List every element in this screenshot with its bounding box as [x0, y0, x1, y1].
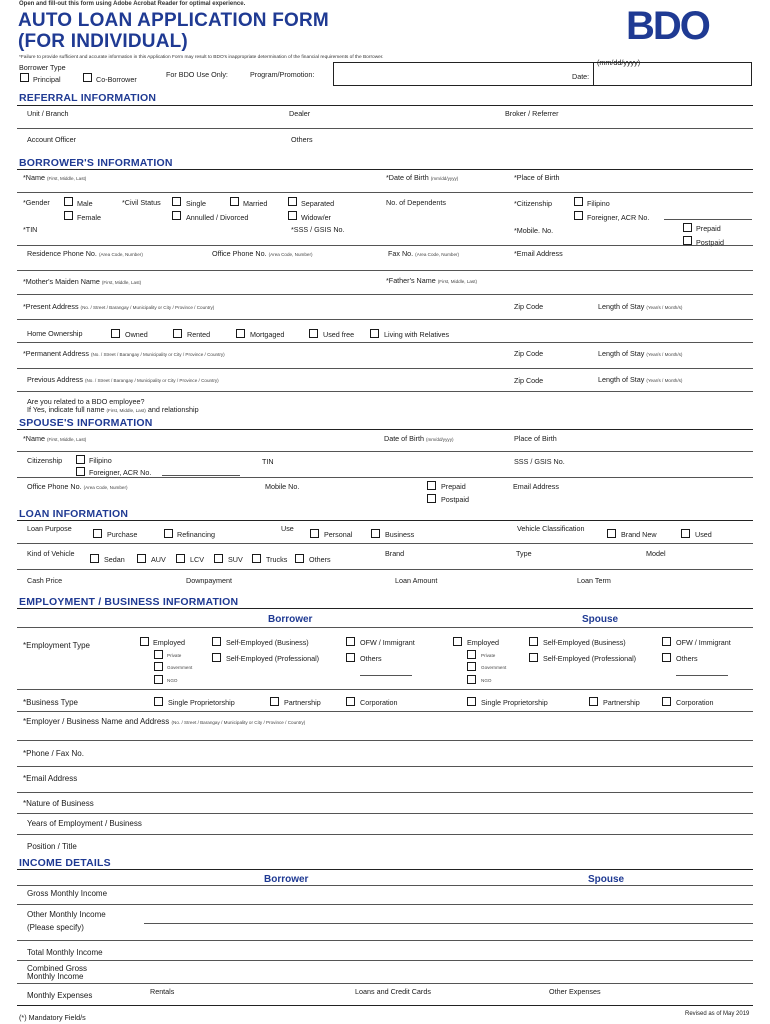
spouse-name-text: *Name: [23, 434, 45, 443]
used-label: Used: [695, 530, 712, 539]
citizenship-label: *Citizenship: [514, 199, 552, 208]
s-selfbus-label: Self-Employed (Business): [543, 638, 626, 647]
rentals-label: Rentals: [150, 987, 175, 996]
refinancing-label: Refinancing: [177, 530, 215, 539]
male-checkbox[interactable]: [64, 197, 73, 206]
co-borrower-label: Co-Borrower: [96, 75, 137, 84]
res-phone-text: Residence Phone No.: [27, 249, 97, 258]
used-free-label: Used free: [323, 330, 355, 339]
fax-label: [388, 249, 459, 258]
s-ngo-label: NGO: [481, 678, 492, 683]
civil-status-label: *Civil Status: [122, 198, 161, 207]
mortgaged-checkbox[interactable]: [236, 329, 245, 338]
spouse-postpaid-label: Postpaid: [441, 495, 469, 504]
single-label: Single: [186, 199, 206, 208]
prepaid-checkbox[interactable]: [683, 223, 692, 232]
mother-text: *Mother's Maiden Name: [23, 277, 100, 286]
b-ngo-label: NGO: [167, 678, 178, 683]
owned-label: Owned: [125, 330, 148, 339]
zip-label-2: Zip Code: [514, 349, 544, 358]
foreigner-label: Foreigner, ACR No.: [587, 213, 650, 222]
years-employment-label: Years of Employment / Business: [27, 819, 142, 828]
auv-checkbox[interactable]: [137, 554, 146, 563]
present-address-text: *Present Address: [23, 302, 79, 311]
co-borrower-checkbox[interactable]: [83, 73, 92, 82]
separated-label: Separated: [301, 199, 335, 208]
relatives-checkbox[interactable]: [370, 329, 379, 338]
emp-spouse-heading: Spouse: [582, 614, 619, 625]
widower-checkbox[interactable]: [288, 211, 297, 220]
dob-text: *Date of Birth: [386, 173, 429, 182]
related-question: Are you related to a BDO employee?: [27, 397, 145, 406]
downpayment-label: Downpayment: [186, 576, 232, 585]
emp-type-label: *Employment Type: [23, 641, 90, 650]
lcv-checkbox[interactable]: [176, 554, 185, 563]
b-others-label: Others: [360, 654, 382, 663]
loan-amount-label: Loan Amount: [395, 576, 438, 585]
bdo-use-label: For BDO Use Only:: [166, 70, 228, 79]
purchase-checkbox[interactable]: [93, 529, 102, 538]
spouse-dob-text: Date of Birth: [384, 434, 424, 443]
business-checkbox[interactable]: [371, 529, 380, 538]
income-section-title: INCOME DETAILS: [19, 857, 111, 869]
gender-label: *Gender: [23, 198, 50, 207]
spouse-name-hint: (First, Middle, Last): [46, 437, 87, 442]
b-government-checkbox[interactable]: [154, 662, 163, 671]
stay-hint-1: (Year/s / Month/s): [646, 305, 683, 310]
s-partnership-checkbox[interactable]: [589, 697, 598, 706]
office-phone-hint: (Area Code, Number): [268, 252, 313, 257]
email-label: *Email Address: [514, 249, 563, 258]
rented-checkbox[interactable]: [173, 329, 182, 338]
related-hint: (First, Middle, Last): [106, 408, 146, 413]
others-label: Others: [291, 135, 313, 144]
kind-vehicle-label: Kind of Vehicle: [27, 549, 75, 558]
stay-text-1: Length of Stay: [598, 302, 645, 311]
suv-label: SUV: [228, 555, 243, 564]
s-ofw-label: OFW / Immigrant: [676, 638, 731, 647]
s-sole-label: Single Proprietorship: [481, 698, 548, 707]
spouse-mobile-label: Mobile No.: [265, 482, 300, 491]
married-checkbox[interactable]: [230, 197, 239, 206]
account-officer-label: Account Officer: [27, 135, 77, 144]
related-text: If Yes, indicate full name: [27, 405, 105, 414]
sedan-checkbox[interactable]: [90, 554, 99, 563]
lcv-label: LCV: [190, 555, 204, 564]
referral-section-title: REFERRAL INFORMATION: [19, 92, 157, 104]
spouse-office-phone-label: [27, 482, 128, 491]
fax-hint: (Area Code, Number): [415, 252, 460, 257]
trucks-checkbox[interactable]: [252, 554, 261, 563]
form-title-line2: (FOR INDIVIDUAL): [18, 31, 188, 52]
position-title-label: Position / Title: [27, 842, 77, 851]
previous-address-hint: (No. / Street / Barangay / Municipality or City / Province / Country): [84, 378, 219, 383]
owned-checkbox[interactable]: [111, 329, 120, 338]
b-private-checkbox[interactable]: [154, 650, 163, 659]
employer-hint: (No. / Street / Barangay / Municipality or City / Province / Country): [171, 720, 306, 725]
b-selfbus-checkbox[interactable]: [212, 637, 221, 646]
employer-label: [23, 717, 305, 726]
s-corporation-checkbox[interactable]: [662, 697, 671, 706]
brand-new-checkbox[interactable]: [607, 529, 616, 538]
personal-checkbox[interactable]: [310, 529, 319, 538]
disclaimer: *Failure to provide sufficient and accurate information in this Application Form may result to BDO's inappropriate determination of the financial requirements of the Borrower.: [19, 55, 384, 60]
emp-email-label: *Email Address: [23, 774, 78, 783]
spouse-foreigner-checkbox[interactable]: [76, 467, 85, 476]
father-text: *Father's Name: [386, 276, 436, 285]
stay-hint-3: (Year/s / Month/s): [646, 378, 683, 383]
annulled-checkbox[interactable]: [172, 211, 181, 220]
postpaid-checkbox[interactable]: [683, 236, 692, 245]
s-sole-checkbox[interactable]: [467, 697, 476, 706]
logo-text: BDO: [626, 4, 709, 48]
auv-label: AUV: [151, 555, 166, 564]
single-checkbox[interactable]: [172, 197, 181, 206]
mandatory-note: (*) Mandatory Field/s: [19, 1013, 86, 1022]
b-others-checkbox[interactable]: [346, 653, 355, 662]
s-selfprof-label: Self-Employed (Professional): [543, 654, 637, 663]
type-label: Type: [516, 549, 532, 558]
s-ngo-checkbox[interactable]: [467, 675, 476, 684]
spouse-sss-label: SSS / GSIS No.: [514, 457, 565, 466]
trucks-label: Trucks: [266, 555, 288, 564]
home-ownership-label: Home Ownership: [27, 329, 83, 338]
top-note: Open and fill-out this form using Adobe Acrobat Reader for optimal experience.: [19, 1, 246, 7]
rented-label: Rented: [187, 330, 211, 339]
b-corporation-checkbox[interactable]: [346, 697, 355, 706]
emp-borrower-heading: Borrower: [268, 614, 313, 625]
spouse-dob-hint: (mm/dd/yyyy): [425, 437, 454, 442]
suv-checkbox[interactable]: [214, 554, 223, 563]
related-text-b: and relationship: [147, 405, 199, 414]
please-specify-label: (Please specify): [27, 923, 84, 932]
mortgaged-label: Mortgaged: [250, 330, 285, 339]
bus-type-label: *Business Type: [23, 698, 78, 707]
b-ofw-label: OFW / Immigrant: [360, 638, 415, 647]
mobile-label: *Mobile. No.: [514, 226, 554, 235]
s-employed-checkbox[interactable]: [453, 637, 462, 646]
brand-new-label: Brand New: [621, 530, 657, 539]
sedan-label: Sedan: [104, 555, 125, 564]
foreigner-checkbox[interactable]: [574, 211, 583, 220]
female-label: Female: [77, 213, 101, 222]
used-free-checkbox[interactable]: [309, 329, 318, 338]
spouse-filipino-label: Filipino: [89, 456, 112, 465]
res-phone-hint: (Area Code, Number): [98, 252, 143, 257]
spouse-prepaid-label: Prepaid: [441, 482, 466, 491]
s-partnership-label: Partnership: [603, 698, 640, 707]
program-label: Program/Promotion:: [250, 70, 315, 79]
b-partnership-label: Partnership: [284, 698, 321, 707]
other-expenses-label: Other Expenses: [549, 987, 601, 996]
phone-fax-label: *Phone / Fax No.: [23, 749, 84, 758]
stay-text-3: Length of Stay: [598, 375, 645, 384]
principal-checkbox[interactable]: [20, 73, 29, 82]
nature-business-label: *Nature of Business: [23, 799, 94, 808]
mother-label: [23, 277, 141, 286]
loan-section-title: LOAN INFORMATION: [19, 508, 129, 520]
s-government-checkbox[interactable]: [467, 662, 476, 671]
s-others-checkbox[interactable]: [662, 653, 671, 662]
unit-branch-label: Unit / Branch: [27, 109, 69, 118]
spouse-citizenship-label: Citizenship: [27, 456, 63, 465]
separated-checkbox[interactable]: [288, 197, 297, 206]
spouse-pob-label: Place of Birth: [514, 434, 557, 443]
annulled-label: Annulled / Divorced: [186, 213, 249, 222]
spouse-dob-label: [384, 434, 454, 443]
fax-text: Fax No.: [388, 249, 414, 258]
principal-label: Principal: [33, 75, 61, 84]
name-label: [23, 173, 86, 182]
s-corporation-label: Corporation: [676, 698, 714, 707]
pob-label: *Place of Birth: [514, 173, 560, 182]
s-employed-label: Employed: [467, 638, 499, 647]
s-others-label: Others: [676, 654, 698, 663]
stay-label-1: [598, 302, 682, 311]
name-text: *Name: [23, 173, 45, 182]
zip-label-3: Zip Code: [514, 376, 544, 385]
loans-credit-label: Loans and Credit Cards: [355, 987, 431, 996]
borrower-type-label: Borrower Type: [19, 63, 66, 72]
revised-note: Revised as of May 2019: [685, 1011, 750, 1017]
spouse-postpaid-checkbox[interactable]: [427, 494, 436, 503]
employment-section-title: EMPLOYMENT / BUSINESS INFORMATION: [19, 596, 239, 608]
dependents-label: No. of Dependents: [386, 198, 446, 207]
postpaid-label: Postpaid: [696, 238, 724, 247]
s-private-checkbox[interactable]: [467, 650, 476, 659]
b-sole-checkbox[interactable]: [154, 697, 163, 706]
b-selfprof-label: Self-Employed (Professional): [226, 654, 320, 663]
employer-text: *Employer / Business Name and Address: [23, 717, 170, 726]
permanent-address-hint: (No. / Street / Barangay / Municipality or City / Province / Country): [90, 352, 225, 357]
dob-label: [386, 173, 458, 182]
spouse-filipino-checkbox[interactable]: [76, 455, 85, 464]
b-selfbus-label: Self-Employed (Business): [226, 638, 309, 647]
b-government-label: Government: [167, 665, 193, 670]
bdo-logo: [626, 4, 709, 49]
s-government-label: Government: [481, 665, 507, 670]
stay-hint-2: (Year/s / Month/s): [646, 352, 683, 357]
mother-hint: (First, Middle, Last): [101, 280, 142, 285]
use-label: Use: [281, 524, 294, 533]
combined-label-2: Monthly Income: [27, 972, 84, 981]
zip-label-1: Zip Code: [514, 302, 544, 311]
monthly-expenses-label: Monthly Expenses: [27, 991, 93, 1000]
dealer-label: Dealer: [289, 109, 311, 118]
stay-label-2: [598, 349, 682, 358]
present-address-label: [23, 302, 214, 311]
date-label: Date:: [572, 72, 590, 81]
spouse-email-label: Email Address: [513, 482, 559, 491]
classification-label: Vehicle Classification: [517, 524, 585, 533]
b-private-label: Private: [167, 653, 182, 658]
s-selfbus-checkbox[interactable]: [529, 637, 538, 646]
relatives-label: Living with Relatives: [384, 330, 450, 339]
loan-purpose-label: Loan Purpose: [27, 524, 72, 533]
spouse-tin-label: TIN: [262, 457, 274, 466]
s-ofw-checkbox[interactable]: [662, 637, 671, 646]
b-employed-checkbox[interactable]: [140, 637, 149, 646]
b-employed-label: Employed: [153, 638, 185, 647]
filipino-checkbox[interactable]: [574, 197, 583, 206]
income-borrower-heading: Borrower: [264, 874, 309, 885]
spouse-office-phone-text: Office Phone No.: [27, 482, 82, 491]
b-partnership-checkbox[interactable]: [270, 697, 279, 706]
stay-text-2: Length of Stay: [598, 349, 645, 358]
broker-label: Broker / Referrer: [505, 109, 559, 118]
spouse-prepaid-checkbox[interactable]: [427, 481, 436, 490]
present-address-hint: (No. / Street / Barangay / Municipality or City / Province / Country): [80, 305, 215, 310]
res-phone-label: [27, 249, 143, 258]
father-label: [386, 276, 477, 285]
business-label: Business: [385, 530, 415, 539]
used-checkbox[interactable]: [681, 529, 690, 538]
other-income-label: Other Monthly Income: [27, 910, 106, 919]
permanent-address-text: *Permanent Address: [23, 349, 89, 358]
related-instruction: [27, 405, 199, 414]
spouse-foreigner-label: Foreigner, ACR No.: [89, 468, 152, 477]
gross-income-label: Gross Monthly Income: [27, 889, 108, 898]
brand-label: Brand: [385, 549, 405, 558]
married-label: Married: [243, 199, 268, 208]
b-ngo-checkbox[interactable]: [154, 675, 163, 684]
dob-hint: (mm/dd/yyyy): [430, 176, 459, 181]
purchase-label: Purchase: [107, 530, 138, 539]
b-selfprof-checkbox[interactable]: [212, 653, 221, 662]
tin-label: *TIN: [23, 225, 38, 234]
permanent-address-label: [23, 349, 225, 358]
spouse-office-phone-hint: (Area Code, Number): [83, 485, 128, 490]
previous-address-label: [27, 375, 219, 384]
combined-label-1: Combined Gross: [27, 964, 88, 973]
income-spouse-heading: Spouse: [588, 874, 625, 885]
form-title-line1: AUTO LOAN APPLICATION FORM: [18, 10, 329, 31]
stay-label-3: [598, 375, 682, 384]
borrower-section-title: BORROWER'S INFORMATION: [19, 157, 173, 169]
male-label: Male: [77, 199, 93, 208]
others-vehicle-checkbox[interactable]: [295, 554, 304, 563]
b-sole-label: Single Proprietorship: [168, 698, 235, 707]
loan-term-label: Loan Term: [577, 576, 611, 585]
widower-label: Widow/er: [301, 213, 331, 222]
total-income-label: Total Monthly Income: [27, 948, 103, 957]
model-label: Model: [646, 549, 666, 558]
date-format-label: (mm/dd/yyyy): [597, 58, 641, 67]
previous-address-text: Previous Address: [27, 375, 83, 384]
personal-label: Personal: [324, 530, 353, 539]
sss-label: *SSS / GSIS No.: [291, 225, 345, 234]
office-phone-label: [212, 249, 313, 258]
spouse-section-title: SPOUSE'S INFORMATION: [19, 417, 153, 429]
prepaid-label: Prepaid: [696, 224, 721, 233]
bdo-use-box[interactable]: [333, 62, 752, 86]
refinancing-checkbox[interactable]: [164, 529, 173, 538]
others-vehicle-label: Others: [309, 555, 331, 564]
female-checkbox[interactable]: [64, 211, 73, 220]
father-hint: (First, Middle, Last): [437, 279, 478, 284]
b-corporation-label: Corporation: [360, 698, 398, 707]
s-private-label: Private: [481, 653, 496, 658]
s-selfprof-checkbox[interactable]: [529, 653, 538, 662]
filipino-label: Filipino: [587, 199, 610, 208]
name-hint: (First, Middle, Last): [46, 176, 87, 181]
office-phone-text: Office Phone No.: [212, 249, 267, 258]
spouse-name-label: [23, 434, 86, 443]
b-ofw-checkbox[interactable]: [346, 637, 355, 646]
cash-price-label: Cash Price: [27, 576, 63, 585]
